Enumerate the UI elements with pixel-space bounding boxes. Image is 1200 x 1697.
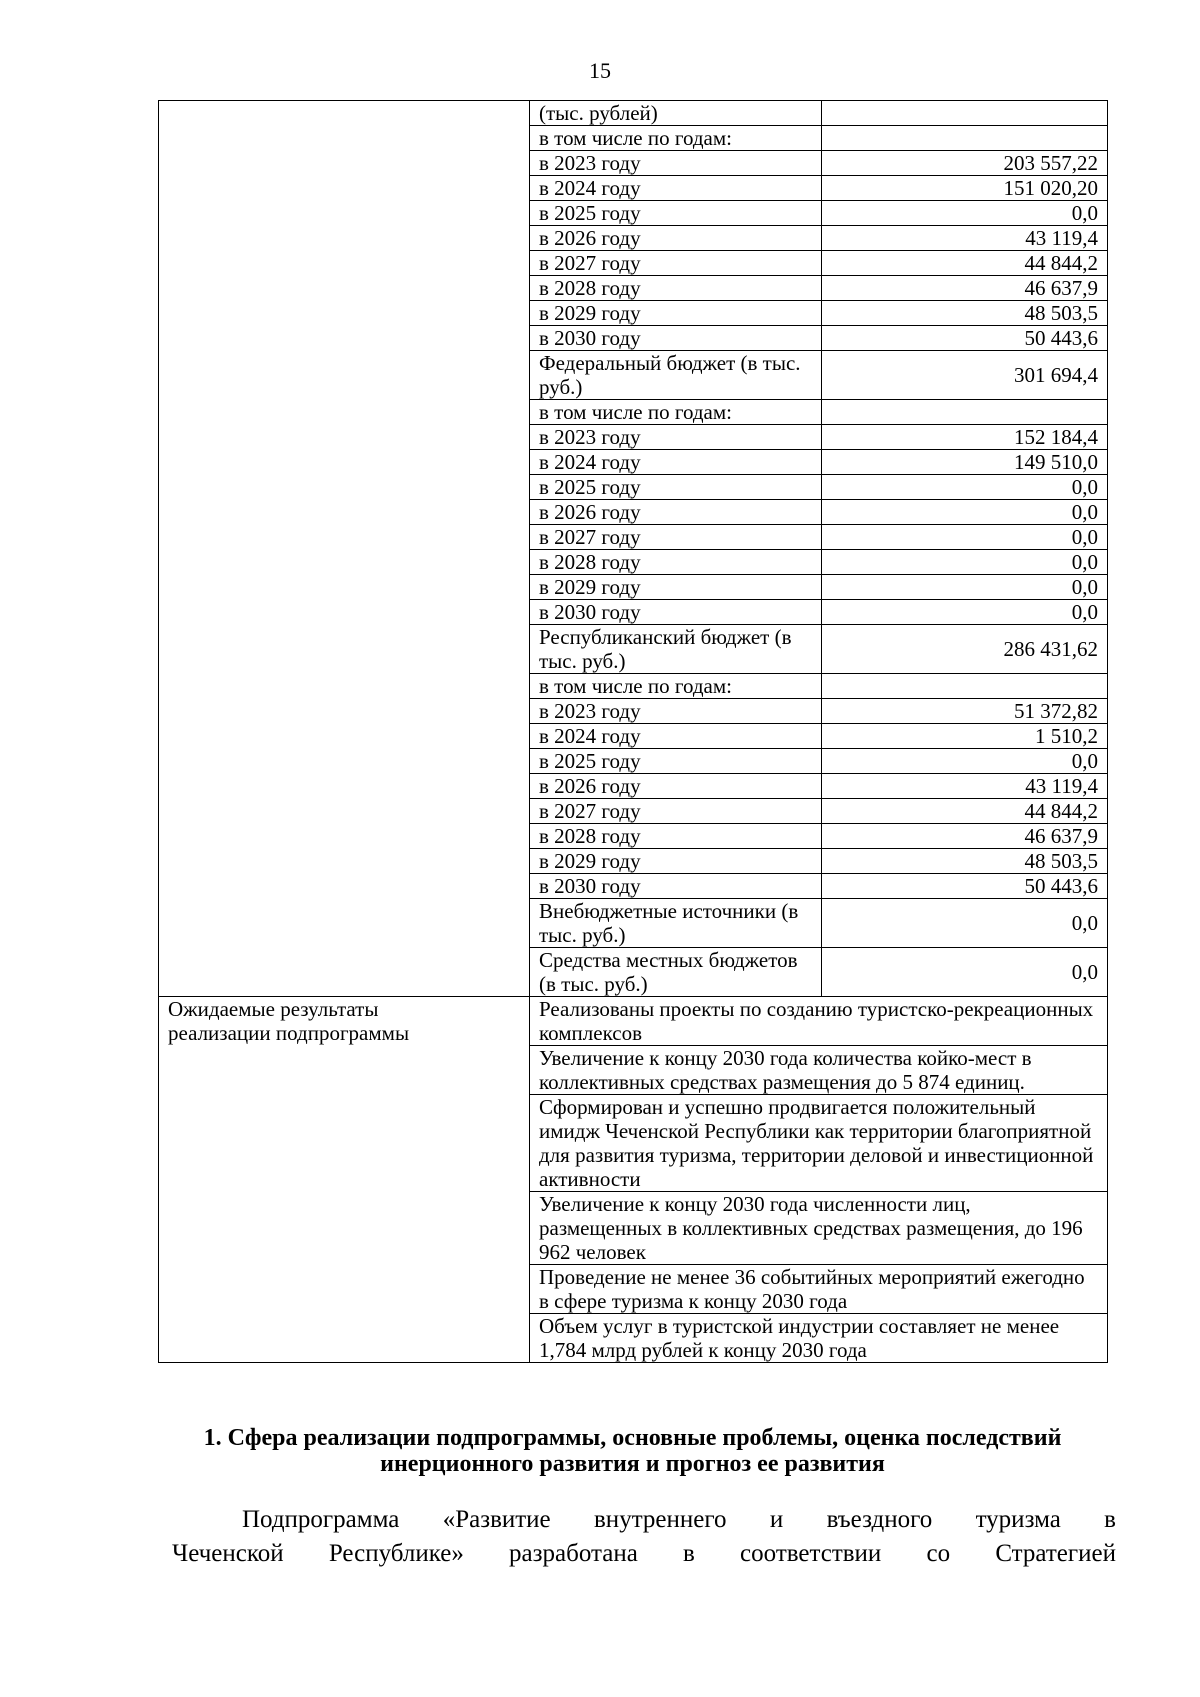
funding-value: 48 503,5	[822, 301, 1108, 326]
funding-value: 43 119,4	[822, 226, 1108, 251]
funding-label: Средства местных бюджетов (в тыс. руб.)	[530, 948, 822, 997]
subprogram-passport-table	[158, 100, 1108, 1363]
result-item: Увеличение к концу 2030 года количества койко-мест в коллективных средствах размещения до 5 874 единиц.	[530, 1046, 1108, 1095]
result-item: Проведение не менее 36 событийных мероприятий ежегодно в сфере туризма к концу 2030 года	[530, 1265, 1108, 1314]
funding-value: 286 431,62	[822, 625, 1108, 674]
funding-value	[822, 674, 1108, 699]
funding-label: в 2027 году	[530, 799, 822, 824]
funding-value: 50 443,6	[822, 874, 1108, 899]
funding-value: 151 020,20	[822, 176, 1108, 201]
funding-label: в 2030 году	[530, 326, 822, 351]
funding-value: 0,0	[822, 550, 1108, 575]
funding-label: Республиканский бюджет (в тыс. руб.)	[530, 625, 822, 674]
funding-label: в 2028 году	[530, 550, 822, 575]
funding-label: в 2025 году	[530, 201, 822, 226]
funding-value: 44 844,2	[822, 799, 1108, 824]
funding-label: в 2024 году	[530, 176, 822, 201]
funding-label: в том числе по годам:	[530, 674, 822, 699]
funding-section	[159, 101, 1108, 997]
funding-value: 0,0	[822, 575, 1108, 600]
funding-label: в том числе по годам:	[530, 126, 822, 151]
funding-label: в том числе по годам:	[530, 400, 822, 425]
funding-value: 43 119,4	[822, 774, 1108, 799]
funding-value: 0,0	[822, 525, 1108, 550]
funding-value: 0,0	[822, 600, 1108, 625]
funding-label: Внебюджетные источники (в тыс. руб.)	[530, 899, 822, 948]
funding-label: в 2025 году	[530, 475, 822, 500]
funding-value: 152 184,4	[822, 425, 1108, 450]
funding-label: (тыс. рублей)	[530, 101, 822, 126]
result-item: Реализованы проекты по созданию туристско-рекреационных комплексов	[530, 997, 1108, 1046]
funding-label: Федеральный бюджет (в тыс. руб.)	[530, 351, 822, 400]
funding-label: в 2030 году	[530, 874, 822, 899]
page-number: 15	[589, 58, 611, 83]
body-paragraph	[172, 1503, 1116, 1571]
funding-label: в 2029 году	[530, 301, 822, 326]
empty-left-cell	[159, 101, 530, 997]
funding-label: в 2025 году	[530, 749, 822, 774]
paragraph-line: Чеченской Республике» разработана в соответствии со Стратегией	[172, 1540, 1116, 1567]
funding-value: 149 510,0	[822, 450, 1108, 475]
funding-value: 0,0	[822, 899, 1108, 948]
funding-value: 51 372,82	[822, 699, 1108, 724]
funding-label: в 2029 году	[530, 575, 822, 600]
funding-label: в 2030 году	[530, 600, 822, 625]
results-section	[159, 997, 1108, 1363]
funding-label: в 2027 году	[530, 525, 822, 550]
funding-label: в 2024 году	[530, 724, 822, 749]
funding-label: в 2027 году	[530, 251, 822, 276]
funding-label: в 2023 году	[530, 425, 822, 450]
funding-label: в 2029 году	[530, 849, 822, 874]
funding-value	[822, 101, 1108, 126]
funding-value: 301 694,4	[822, 351, 1108, 400]
funding-value: 46 637,9	[822, 824, 1108, 849]
funding-value: 1 510,2	[822, 724, 1108, 749]
results-heading: Ожидаемые результаты реализации подпрограммы	[159, 997, 530, 1363]
funding-value	[822, 126, 1108, 151]
funding-value: 203 557,22	[822, 151, 1108, 176]
funding-label: в 2028 году	[530, 276, 822, 301]
result-row	[159, 997, 1108, 1046]
paragraph-line: Подпрограмма «Развитие внутреннего и въездного туризма в	[242, 1506, 1116, 1533]
funding-row	[159, 101, 1108, 126]
funding-value: 46 637,9	[822, 276, 1108, 301]
funding-value: 0,0	[822, 948, 1108, 997]
funding-label: в 2023 году	[530, 699, 822, 724]
result-item: Объем услуг в туристской индустрии составляет не менее 1,784 млрд рублей к концу 2030 года	[530, 1314, 1108, 1363]
funding-value: 0,0	[822, 749, 1108, 774]
funding-label: в 2026 году	[530, 500, 822, 525]
funding-value: 44 844,2	[822, 251, 1108, 276]
funding-value: 0,0	[822, 475, 1108, 500]
funding-value: 0,0	[822, 201, 1108, 226]
funding-value: 48 503,5	[822, 849, 1108, 874]
result-item: Увеличение к концу 2030 года численности лиц, размещенных в коллективных средствах размещения, до 196 962 человек	[530, 1192, 1108, 1265]
section-title: 1. Сфера реализации подпрограммы, основные проблемы, оценка последствий инерционного развития и прогноз ее развития	[203, 1425, 1062, 1477]
funding-value: 50 443,6	[822, 326, 1108, 351]
result-item: Сформирован и успешно продвигается положительный имидж Чеченской Республики как территории благоприятной для развития туризма, территории деловой и инвестиционной активности	[530, 1095, 1108, 1192]
funding-value: 0,0	[822, 500, 1108, 525]
funding-label: в 2026 году	[530, 226, 822, 251]
funding-label: в 2026 году	[530, 774, 822, 799]
funding-value	[822, 400, 1108, 425]
funding-label: в 2024 году	[530, 450, 822, 475]
funding-label: в 2023 году	[530, 151, 822, 176]
funding-label: в 2028 году	[530, 824, 822, 849]
